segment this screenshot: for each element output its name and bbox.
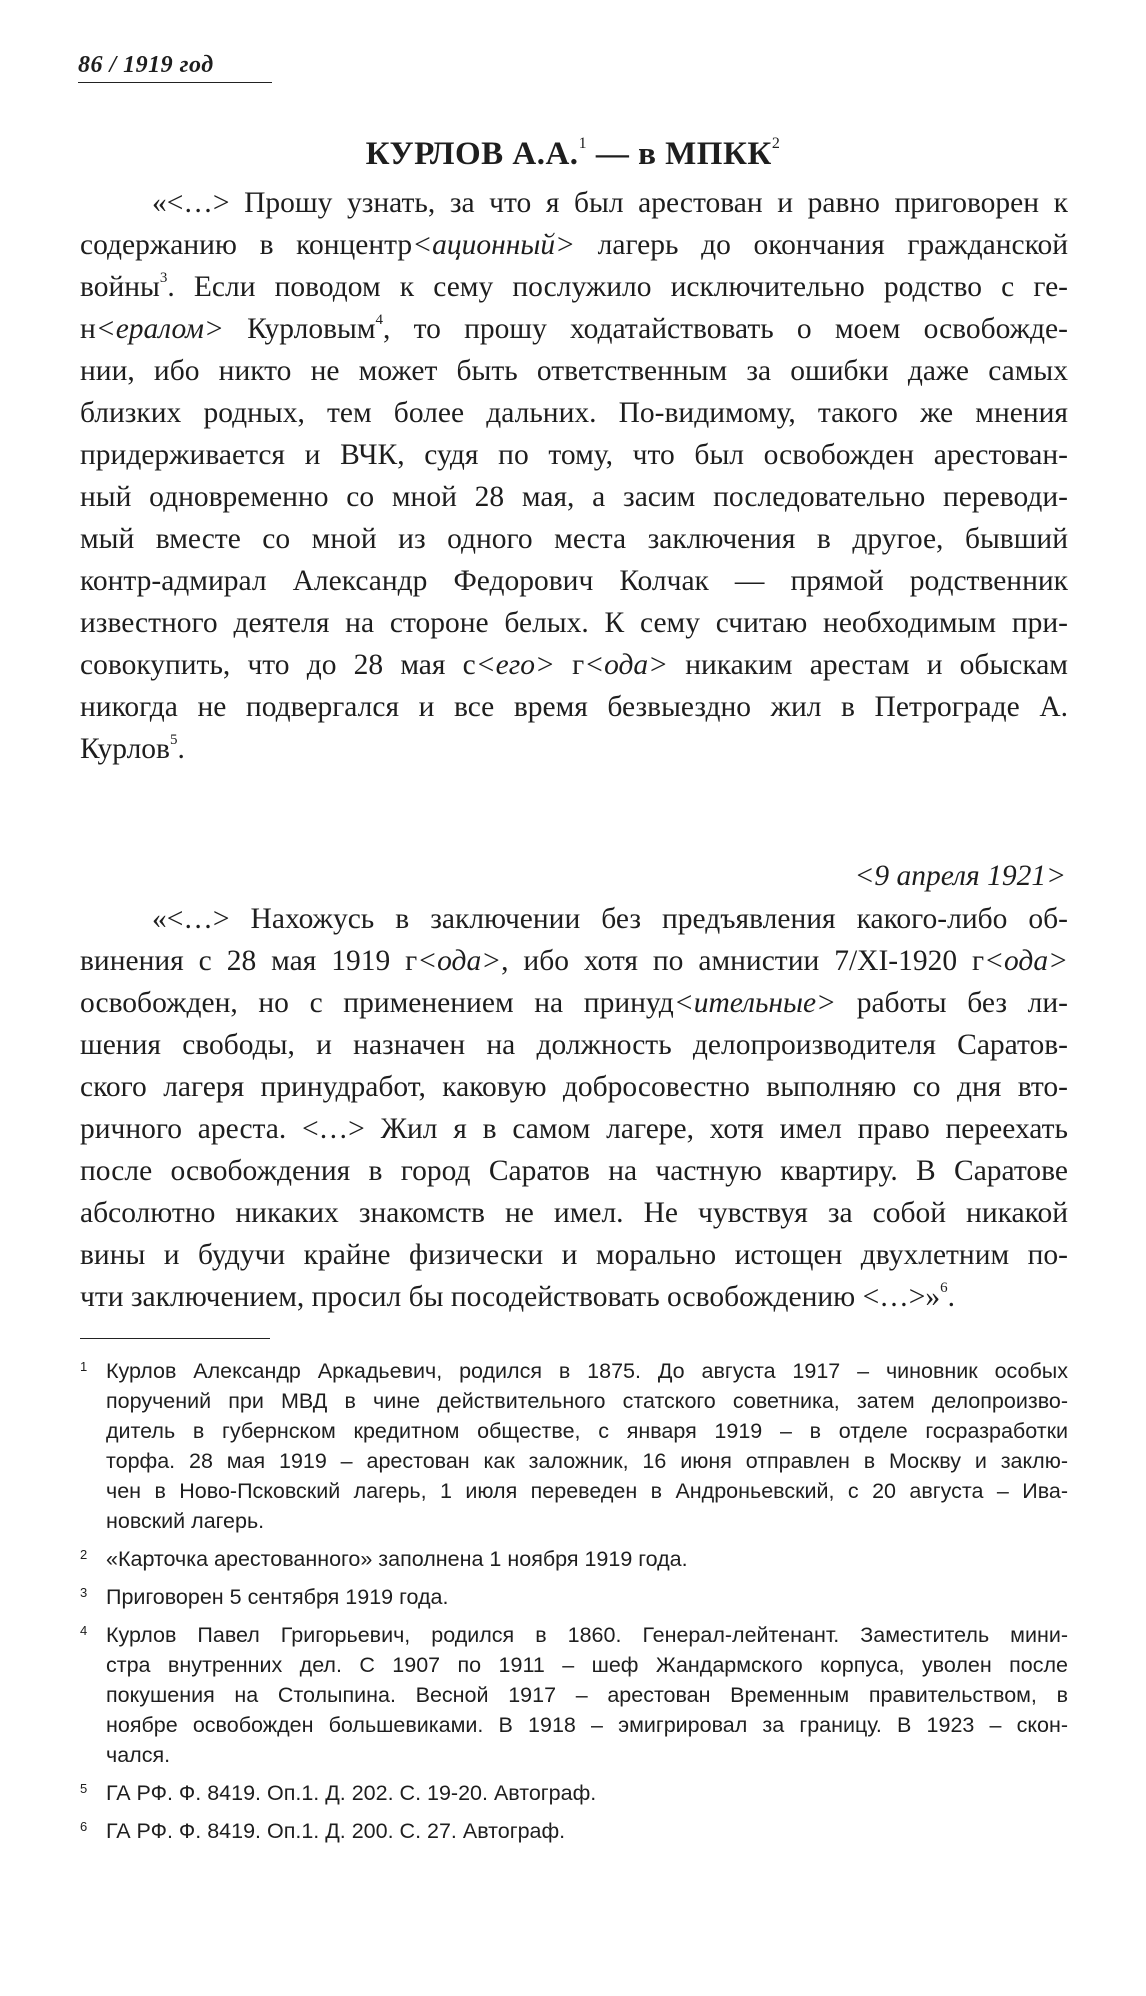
letter-2-line: винения с 28 мая 1919 г<ода>, ибо хотя по амнистии 7/XI-1920 г<ода> — [80, 945, 1068, 977]
document-title — [0, 136, 1146, 173]
title-text: КУРЛОВ А.А. — [365, 136, 579, 172]
footnote-4 — [80, 1620, 1068, 1770]
footnote-line: Курлов Александр Аркадьевич, родился в 1875. До августа 1917 – чиновник особых — [106, 1359, 1068, 1383]
footnote-line: торфа. 28 мая 1919 – арестован как заложник, 16 июня отправлен в Москву и заклю- — [106, 1449, 1068, 1473]
footnote-6 — [80, 1816, 1068, 1846]
letter-2-line: ричного ареста. <…> Жил я в самом лагере, хотя имел право переехать — [80, 1113, 1068, 1145]
footnote-number: 4 — [80, 1623, 88, 1638]
footnote-line: ГА РФ. Ф. 8419. Оп.1. Д. 202. С. 19-20. Автограф. — [106, 1781, 597, 1805]
footnote-ref-4[interactable]: 4 — [375, 312, 384, 328]
letter-1-line: н<ералом> Курловым$^4$, то прошу ходатайствовать о моем освобожде- — [80, 312, 1068, 345]
letter-2-line: ского лагеря принудработ, каковую добросовестно выполняю со дня вто- — [80, 1071, 1068, 1103]
footnote-separator — [80, 1338, 270, 1339]
footnote-number: 1 — [80, 1359, 88, 1374]
letter-1-line: «<…> Прошу узнать, за что я был арестован и равно приговорен к — [152, 187, 1068, 219]
letter-1-line: ный одновременно со мной 28 мая, а засим последовательно переводи- — [80, 481, 1068, 513]
footnote-line: Курлов Павел Григорьевич, родился в 1860. Генерал-лейтенант. Заместитель мини- — [106, 1623, 1068, 1647]
footnote-line: покушения на Столыпина. Весной 1917 – арестован Временным правительством, в — [106, 1683, 1068, 1707]
letter-date: <9 апреля 1921> — [854, 860, 1066, 892]
letter-2 — [80, 898, 1068, 1318]
footnote-line: ГА РФ. Ф. 8419. Оп.1. Д. 200. С. 27. Автограф. — [106, 1819, 566, 1843]
footnote-3 — [80, 1582, 1068, 1612]
footnote-1 — [80, 1356, 1068, 1536]
letter-2-line: шения свободы, и назначен на должность делопроизводителя Саратов- — [80, 1029, 1068, 1061]
footnote-number: 5 — [80, 1781, 88, 1796]
footnote-ref-3[interactable]: 3 — [159, 270, 168, 286]
letter-2-line: освобожден, но с применением на принуд<ительные> работы без ли- — [80, 987, 1068, 1019]
footnote-line: поручений при МВД в чине действительного статского советника, затем делопроизво- — [106, 1389, 1068, 1413]
letter-1 — [80, 182, 1068, 770]
footnote-line: чался. — [106, 1743, 171, 1767]
letter-1-line: контр-адмирал Александр Федорович Колчак — прямой родственник — [80, 565, 1068, 597]
title-mid: — в МПКК — [587, 136, 772, 172]
footnote-line: «Карточка арестованного» заполнена 1 ноября 1919 года. — [106, 1547, 688, 1571]
letter-2-line: чти заключением, просил бы посодействовать освобождению <…>»$^6$. — [80, 1280, 955, 1313]
footnote-5 — [80, 1778, 1068, 1808]
letter-1-line: войны$^3$. Если поводом к сему послужило исключительно родство с ге- — [80, 270, 1068, 303]
letter-2-line: вины и будучи крайне физически и морально истощен двухлетним по- — [80, 1239, 1068, 1271]
running-head-rule — [78, 82, 272, 83]
letter-1-line: содержанию в концентр<ационный> лагерь до окончания гражданской — [80, 229, 1068, 261]
footnote-line: ноябре освобожден большевиками. В 1918 – эмигрировал за границу. В 1923 – скон- — [106, 1713, 1068, 1737]
footnote-2 — [80, 1544, 1068, 1574]
footnote-line: Приговорен 5 сентября 1919 года. — [106, 1585, 449, 1609]
letter-1-line: мый вместе со мной из одного места заключения в другое, бывший — [80, 523, 1068, 555]
letter-1-line: Курлов$^5$. — [80, 732, 185, 765]
footnote-line: дитель в губернском кредитном обществе, с января 1919 – в отделе госразработки — [106, 1419, 1068, 1443]
footnote-ref-5[interactable]: 5 — [169, 732, 178, 748]
letter-1-line: известного деятеля на стороне белых. К сему считаю необходимым при- — [80, 607, 1068, 639]
title-footnote-ref-2[interactable]: 2 — [771, 135, 781, 152]
letter-1-line: придерживается и ВЧК, судя по тому, что был освобожден арестован- — [80, 439, 1068, 471]
footnote-number: 6 — [80, 1819, 88, 1834]
footnote-line: стра внутренних дел. С 1907 по 1911 – шеф Жандармского корпуса, уволен после — [106, 1653, 1068, 1677]
letter-1-line: никогда не подвергался и все время безвыездно жил в Петрограде А. — [80, 691, 1068, 723]
letter-2-line: после освобождения в город Саратов на частную квартиру. В Саратове — [80, 1155, 1068, 1187]
footnote-line: чен в Ново-Псковский лагерь, 1 июля переведен в Андроньевский, с 20 августа – Ива- — [106, 1479, 1068, 1503]
footnote-number: 2 — [80, 1547, 88, 1562]
letter-1-line: совокупить, что до 28 мая с<его> г<ода> никаким арестам и обыскам — [80, 649, 1068, 681]
footnote-ref-6[interactable]: 6 — [940, 1280, 948, 1296]
letter-2-line: «<…> Нахожусь в заключении без предъявления какого-либо об- — [152, 903, 1068, 935]
letter-1-line: близких родных, тем более дальних. По-видимому, такого же мнения — [80, 397, 1068, 429]
footnotes — [80, 1356, 1068, 1854]
letter-1-line: нии, ибо никто не может быть ответственным за ошибки даже самых — [80, 355, 1068, 387]
letter-2-line: абсолютно никаких знакомств не имел. Не чувствуя за собой никакой — [80, 1197, 1068, 1229]
running-head: 86 / 1919 год — [78, 52, 214, 78]
footnote-number: 3 — [80, 1585, 88, 1600]
footnote-line: новский лагерь. — [106, 1509, 265, 1533]
title-footnote-ref-1[interactable]: 1 — [578, 135, 588, 152]
